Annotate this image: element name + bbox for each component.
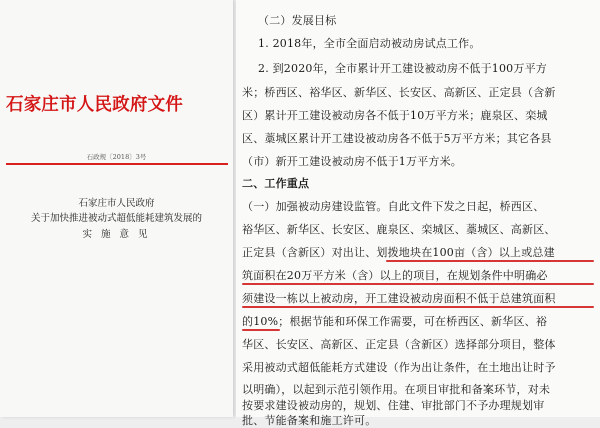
- section-heading: （二）发展目标: [258, 14, 337, 27]
- cover-doc-type: 实 施 意 见: [82, 229, 151, 240]
- body-line: 正定县（含新区）对出让、划拨地块在100亩（含）以上或总建: [242, 246, 555, 259]
- body-line: 米；桥西区、裕华区、新华区、长安区、高新区、正定县（含新: [242, 86, 556, 99]
- red-ink-underline: [386, 260, 594, 262]
- body-line: （市）新开工建设被动房不低于1万平方米。: [242, 155, 462, 168]
- body-line: 区）累计开工建设被动房各不低于10万平方米；鹿泉区、栾城: [242, 109, 548, 122]
- document-cover-page: [0, 0, 233, 417]
- body-line: 批、节能备案和施工许可。: [242, 414, 377, 427]
- cover-subject: 关于加快推进被动式超低能耗建筑发展的: [30, 213, 202, 224]
- document-body-page: [236, 0, 600, 427]
- body-line: 按要求建设被动房的，规划、住建、审批部门不予办理规划审: [242, 399, 545, 412]
- issuer-red-header: 石家庄市人民政府文件: [6, 95, 183, 115]
- red-ink-underline: [242, 306, 594, 308]
- body-line: 裕华区、新华区、长安区、鹿泉区、栾城区、藁城区、高新区、: [242, 223, 556, 236]
- body-line: 华区、长安区、高新区、正定县（含新区）选择部分项目，整体: [242, 338, 556, 351]
- body-line: 1. 2018年，全市全面启动被动房试点工作。: [258, 37, 481, 50]
- body-line: 以明确），以起到示范引领作用。在项目审批和备案环节，对未: [242, 383, 551, 396]
- body-line: 筑面积在20万平方米（含）以上的项目，在规划条件中明确必: [242, 269, 548, 282]
- red-divider-line: [6, 163, 228, 165]
- chapter-heading: 二、工作重点: [242, 177, 310, 190]
- body-line: 区、藁城区累计开工建设被动房各不低于5万平方米；其它各县: [242, 132, 552, 145]
- body-line: 2. 到2020年，全市累计开工建设被动房不低于100万平方: [258, 62, 547, 75]
- red-ink-underline: [242, 329, 280, 331]
- body-line: 的10%；根据节能和环保工作需要，可在桥西区、新华区、裕: [242, 315, 548, 328]
- document-number: 石政规〔2018〕3号: [86, 153, 147, 161]
- red-ink-underline: [242, 283, 594, 285]
- body-line: 须建设一栋以上被动房，开工建设被动房面积不低于总建筑面积: [242, 292, 556, 305]
- body-line: （一）加强被动房建设监管。自此文件下发之日起，桥西区、: [242, 200, 545, 213]
- body-line: 采用被动式超低能耗方式建设（作为出让条件，在土地出让时予: [242, 361, 556, 374]
- cover-issuer: 石家庄市人民政府: [78, 198, 155, 209]
